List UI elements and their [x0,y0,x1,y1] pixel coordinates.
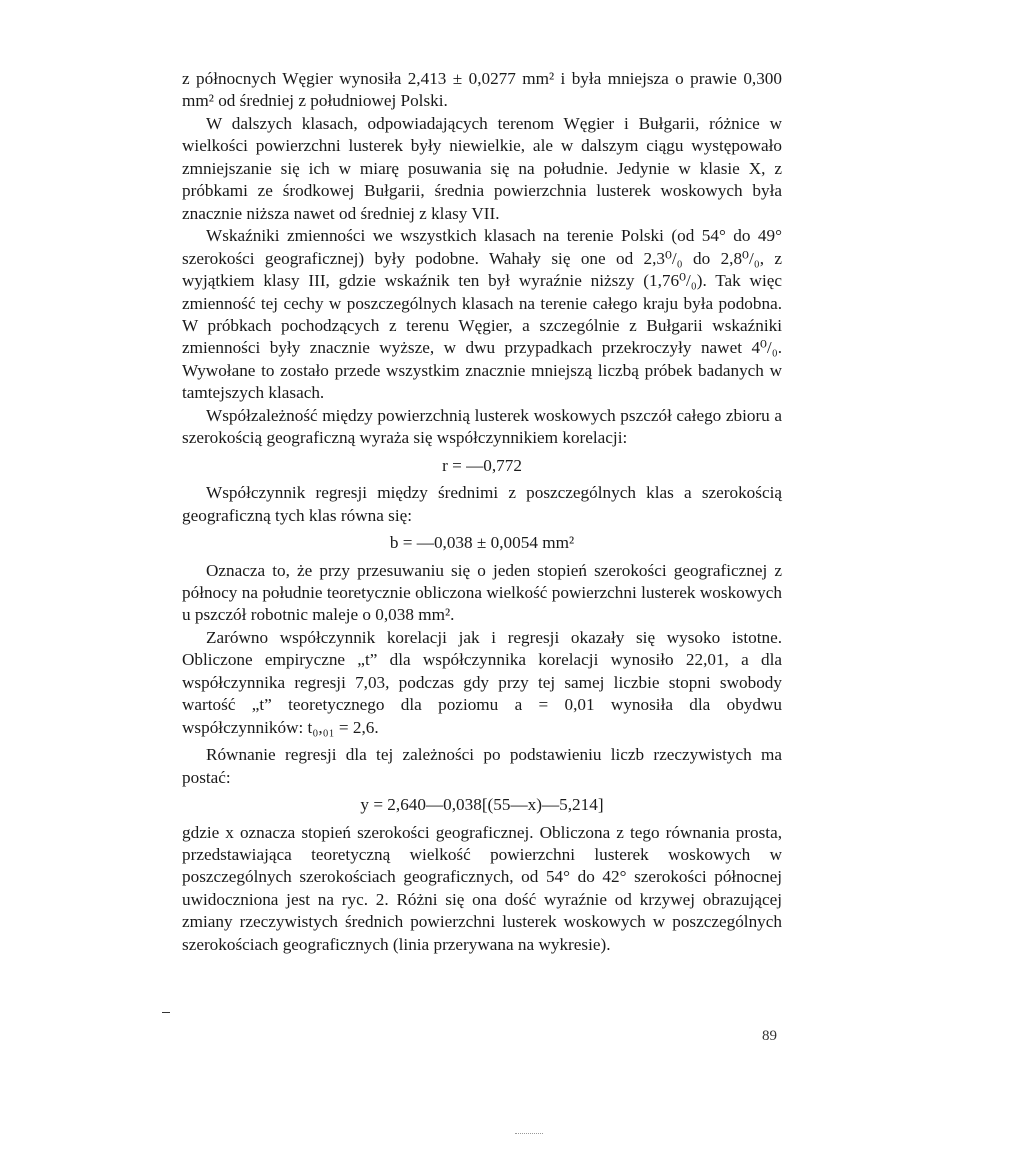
paragraph-6: Oznacza to, że przy przesuwaniu się o jeden stopień szerokości geograficznej z północy na południe teoretycznie obliczona wielkość powierzchni lusterek woskowych u pszczół robotnic maleje o 0,038 mm². [182,560,782,625]
paragraph-3: Wskaźniki zmienności we wszystkich klasach na terenie Polski (od 54° do 49° szerokości geograficznej) były podobne. Wahały się one od 2,3⁰/₀ do 2,8⁰/₀, z wyjątkiem klasy III, gdzie wskaźnik ten był wyraźnie niższy (1,76⁰/₀). Tak więc zmienność tej cechy w poszczególnych klasach na terenie całego kraju była podobna. W próbkach pochodzących z terenu Węgier, a szczególnie z Bułgarii wskaźniki zmienności były znacznie wyższe, w dwu przypadkach przekroczyły nawet 4⁰/₀. Wywołane to zostało przede wszystkim znacznie mniejszą liczbą próbek badanych w tamtejszych klasach. [182,226,782,403]
margin-dash-mark [162,1012,170,1013]
regression-coefficient-equation: b = —0,038 ± 0,0054 mm² [389,533,575,553]
paragraph-9: gdzie x oznacza stopień szerokości geograficznej. Obliczona z tego równania prosta, przedstawiająca teoretyczną wielkość powierzchni lusterek woskowych w poszczególnych szerokościach geograficznych, od 54° do 42° szerokości północnej uwidoczniona jest na ryc. 2. Różni się ona dość wyraźnie od krzywej obrazującej zmiany rzeczywistych średnich powierzchni lusterek woskowych w poszczególnych szerokościach geograficznych (linia przerywana na wykresie). [182,822,782,954]
regression-equation: y = 2,640—0,038[(55—x)—5,214] [360,795,604,815]
paragraph-5: Współczynnik regresji między średnimi z poszczególnych klas a szerokością geograficzną tych klas równa się: [182,483,782,525]
correlation-equation: r = —0,772 [442,455,522,475]
scan-artifact-dots [515,1133,543,1134]
paragraph-2: W dalszych klasach, odpowiadających terenom Węgier i Bułgarii, różnice w wielkości powierzchni lusterek były niewielkie, ale w dalszym ciągu występowało zmniejszanie się ich w miarę posuwania się na południe. Jedynie w klasie X, z próbkami ze środkowej Bułgarii, średnia powierzchnia lusterek woskowych była znacznie niższa nawet od średniej z klasy VII. [182,113,782,223]
page-number: 89 [762,1028,777,1044]
body-text [182,68,782,956]
paragraph-1: z północnych Węgier wynosiła 2,413 ± 0,0277 mm² i była mniejsza o prawie 0,300 mm² od średniej z południowej Polski. [182,69,782,111]
paragraph-7: Zarówno współczynnik korelacji jak i regresji okazały się wysoko istotne. Obliczone empiryczne „t” dla współczynnika korelacji wynosiło 22,01, a dla współczynnika regresji 7,03, podczas gdy przy tej samej liczbie stopni swobody wartość „t” teoretycznego dla poziomu a = 0,01 wynosiła dla obydwu współczynników: t₀,₀₁ = 2,6. [182,627,782,737]
paragraph-4: Współzależność między powierzchnią lusterek woskowych pszczół całego zbioru a szerokością geograficzną wyraża się współczynnikiem korelacji: [182,405,782,448]
paragraph-8: Równanie regresji dla tej zależności po podstawieniu liczb rzeczywistych ma postać: [182,745,782,787]
